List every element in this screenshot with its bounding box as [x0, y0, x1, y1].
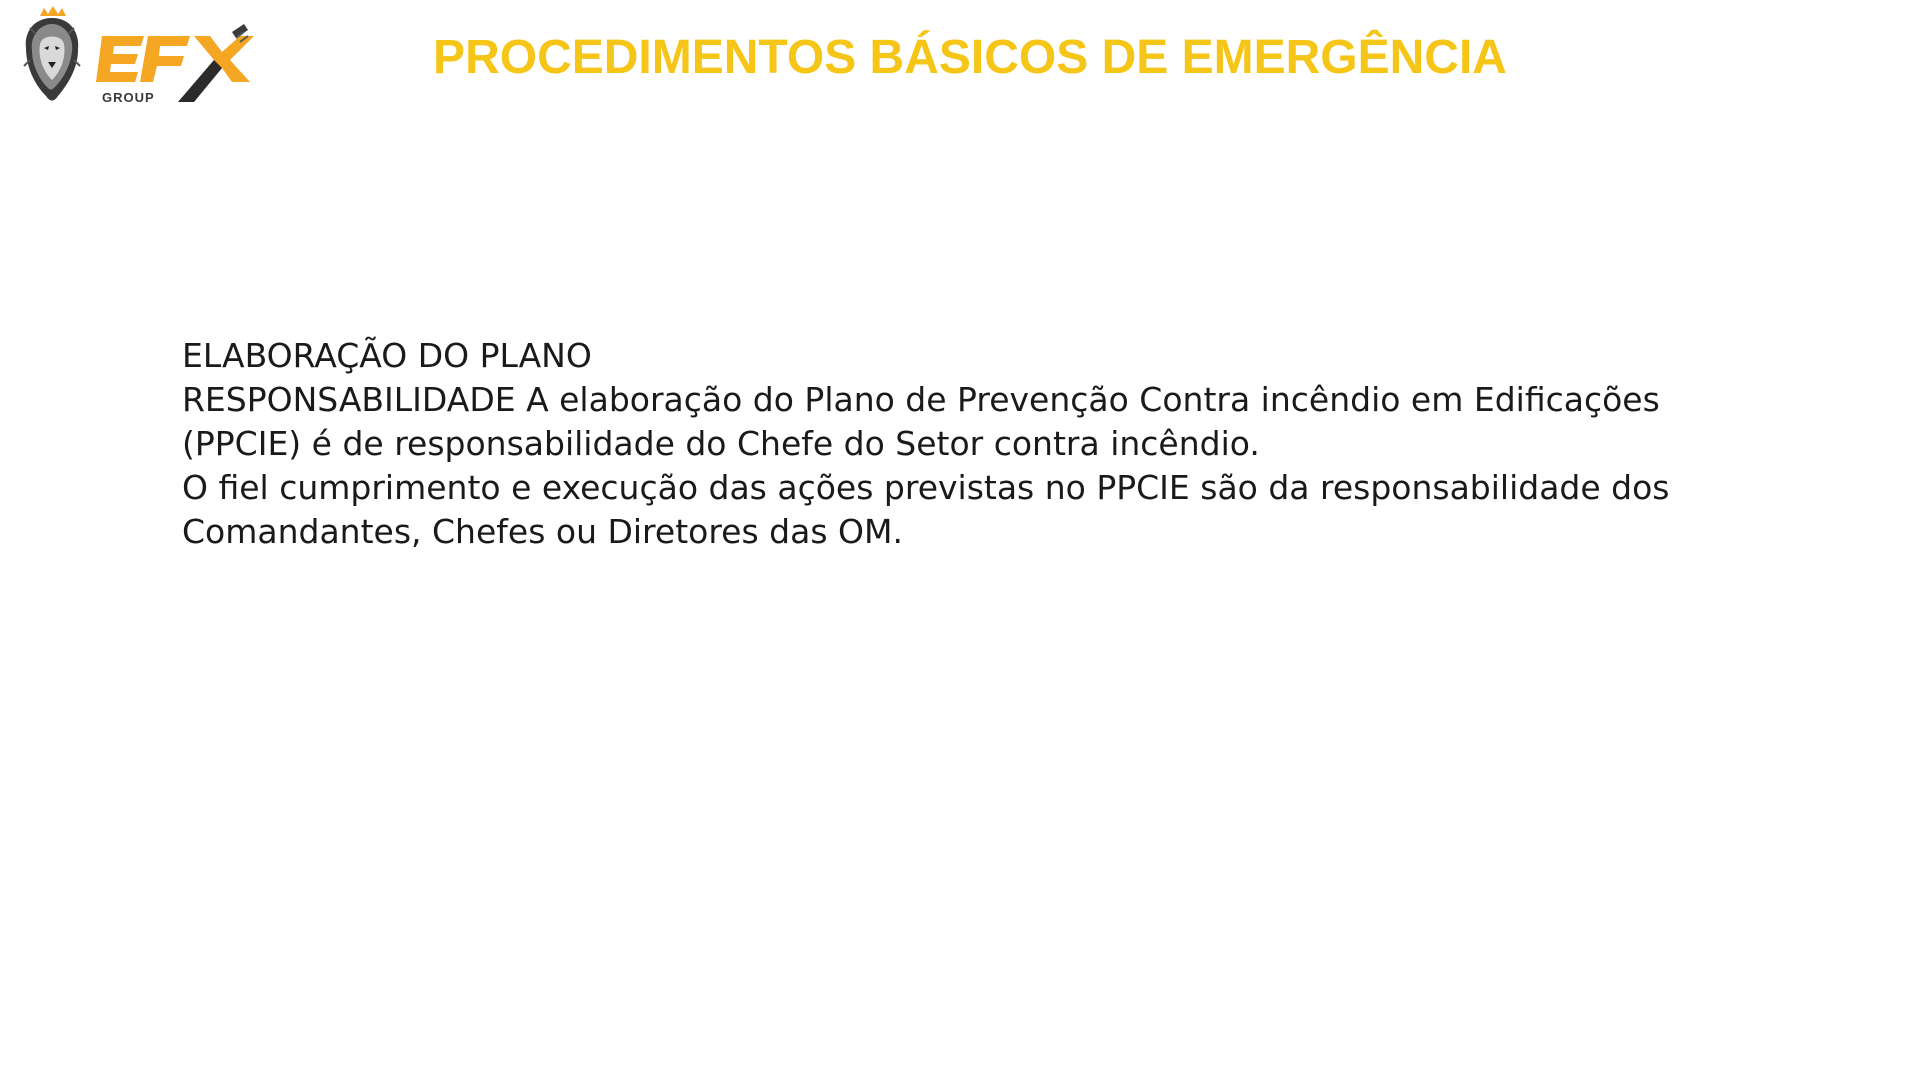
slide-title: PROCEDIMENTOS BÁSICOS DE EMERGÊNCIA — [433, 31, 1507, 84]
lion-icon — [24, 6, 80, 101]
body-line-heading: ELABORAÇÃO DO PLANO — [182, 336, 592, 375]
body-line-compliance: O fiel cumprimento e execução das ações previstas no PPCIE são da responsabilidade dos Comandantes, Chefes ou Diretores das OM. — [182, 468, 1670, 551]
body-line-responsibility: RESPONSABILIDADE A elaboração do Plano de Prevenção Contra incêndio em Edificações (PPCIE) é de responsabilidade do Chefe do Setor contra incêndio. — [182, 380, 1660, 463]
svg-text:GROUP: GROUP — [102, 90, 155, 105]
slide-body — [182, 334, 1742, 554]
efx-group-logo — [18, 4, 286, 112]
